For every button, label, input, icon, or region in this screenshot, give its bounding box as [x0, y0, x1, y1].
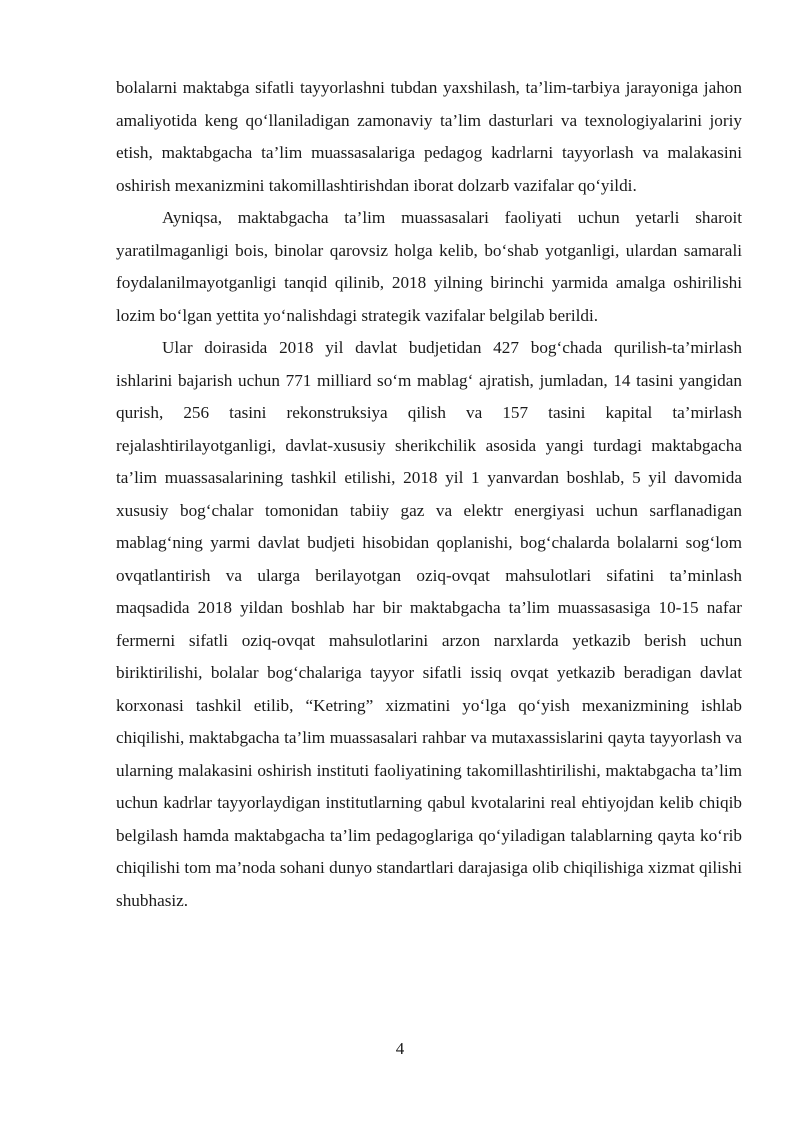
document-body — [116, 72, 742, 917]
paragraph: Ayniqsa, maktabgacha ta’lim muassasalari faoliyati uchun yetarli sharoit yaratilmaganligi bois, binolar qarovsiz holga kelib, bo‘shab yotganligi, ulardan samarali foydalanilmayotganligi tanqid qilinib, 2018 yilning birinchi yarmida amalga oshirilishi lozim bo‘lgan yettita yo‘nalishdagi strategik vazifalar belgilab berildi. — [116, 208, 742, 325]
paragraph: Ular doirasida 2018 yil davlat budjetidan 427 bog‘chada qurilish-ta’mirlash ishlarini bajarish uchun 771 milliard so‘m mablag‘ ajratish, jumladan, 14 tasini yangidan qurish, 256 tasini rekonstruksiya qilish va 157 tasini kapital ta’mirlash rejalashtirilayotganligi, davlat-xususiy sherikchilik asosida yangi turdagi maktabgacha ta’lim muassasalarining tashkil etilishi, 2018 yil 1 yanvardan boshlab, 5 yil davomida xususiy bog‘chalar tomonidan tabiiy gaz va elektr energiyasi uchun sarflanadigan mablag‘ning yarmi davlat budjeti hisobidan qoplanishi, bog‘chalarda bolalarni sog‘lom ovqatlantirish va ularga berilayotgan oziq-ovqat mahsulotlari sifatini ta’minlash maqsadida 2018 yildan boshlab har bir maktabgacha ta’lim muassasasiga 10-15 nafar fermerni sifatli oziq-ovqat mahsulotlarini arzon narxlarda yetkazib berish uchun biriktirilishi, bolalar bog‘chalariga tayyor sifatli issiq ovqat yetkazib beradigan davlat korxonasi tashkil etilib, “Ketring” xizmatini yo‘lga qo‘yish mexanizmining ishlab chiqilishi, maktabgacha ta’lim muassasalari rahbar va mutaxassislarini qayta tayyorlash va ularning malakasini oshirish instituti faoliyatining takomillashtirilishi, maktabgacha ta’lim uchun kadrlar tayyorlaydigan institutlarning qabul kvotalarini real ehtiyojdan kelib chiqib belgilash hamda maktabgacha ta’lim pedagoglariga qo‘yiladigan talablarning qayta ko‘rib chiqilishi tom ma’noda sohani dunyo standartlari darajasiga olib chiqilishiga xizmat qilishi shubhasiz. — [116, 338, 742, 910]
paragraph: bolalarni maktabga sifatli tayyorlashni tubdan yaxshilash, ta’lim-tarbiya jarayoniga jahon amaliyotida keng qo‘llaniladigan zamonaviy ta’lim dasturlari va texnologiyalarini joriy etish, maktabgacha ta’lim muassasalariga pedagog kadrlarni tayyorlash va malakasini oshirish mexanizmini takomillashtirishdan iborat dolzarb vazifalar qo‘yildi. — [116, 78, 742, 195]
page-number: 4 — [395, 1039, 405, 1058]
